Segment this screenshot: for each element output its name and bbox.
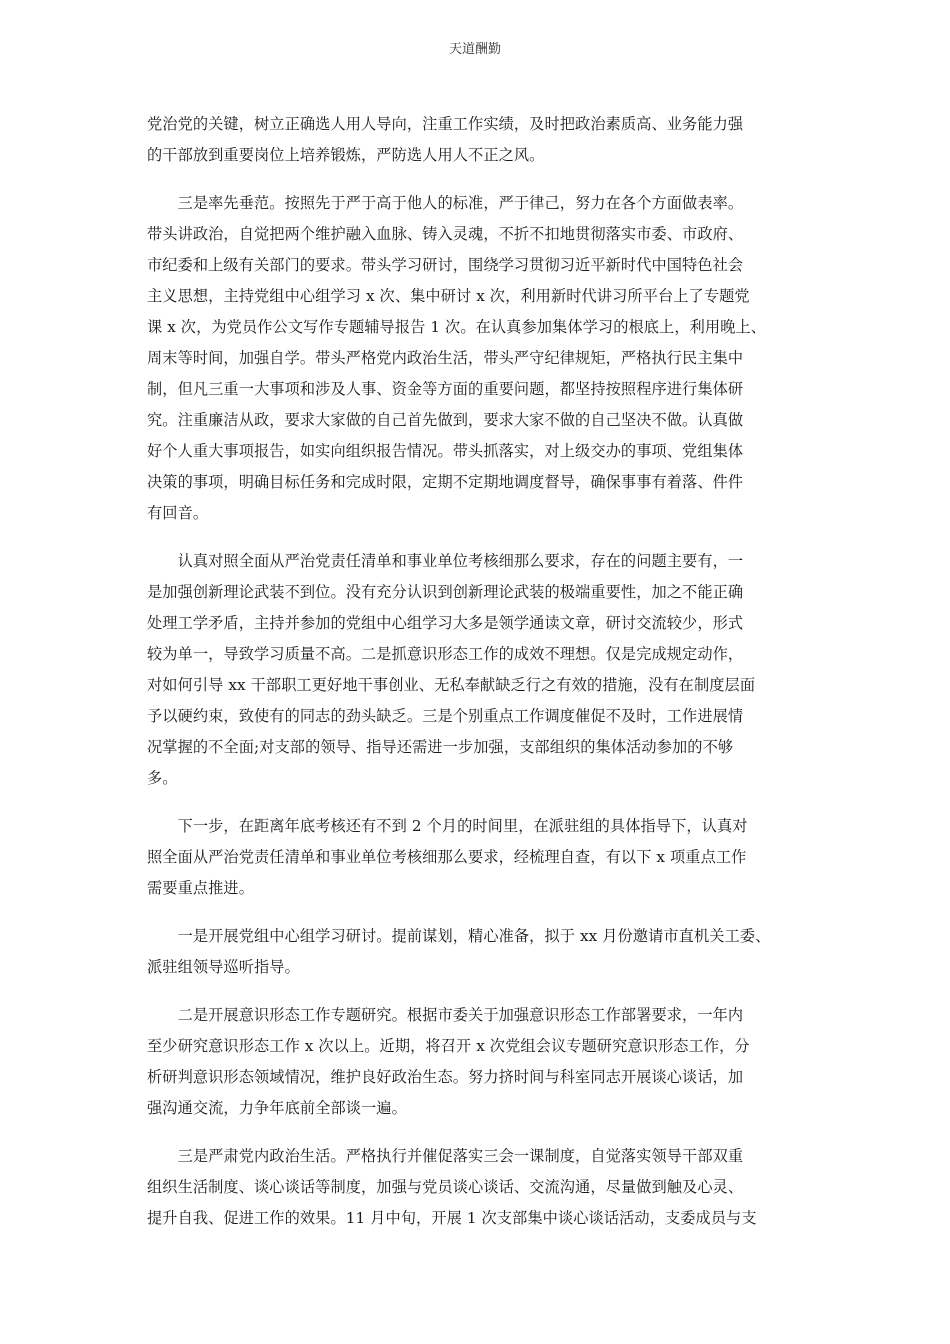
text-line: 主义思想，主持党组中心组学习 x 次、集中研讨 x 次，利用新时代讲习所平台上了专题党 bbox=[147, 287, 750, 305]
text-line: 对如何引导 xx 干部职工更好地干事创业、无私奉献缺乏行之有效的措施，没有在制度层面 bbox=[147, 676, 756, 694]
text-line: 究。注重廉洁从政，要求大家做的自己首先做到，要求大家不做的自己坚决不做。认真做 bbox=[147, 411, 744, 429]
text-line: 组织生活制度、谈心谈话等制度，加强与党员谈心谈话、交流沟通，尽量做到触及心灵、 bbox=[147, 1178, 744, 1196]
text-line: 予以硬约束，致使有的同志的劲头缺乏。三是个别重点工作调度催促不及时，工作进展情 bbox=[147, 707, 744, 725]
text-line: 带头讲政治，自觉把两个维护融入血脉、铸入灵魂，不折不扣地贯彻落实市委、市政府、 bbox=[147, 225, 744, 243]
paragraph-5 bbox=[147, 921, 815, 983]
text-line: 党治党的关键，树立正确选人用人导向，注重工作实绩，及时把政治素质高、业务能力强 bbox=[147, 115, 744, 133]
text-line: 多。 bbox=[147, 769, 178, 787]
text-line: 析研判意识形态领域情况，维护良好政治生态。努力挤时间与科室同志开展谈心谈话，加 bbox=[147, 1068, 744, 1086]
text-line: 决策的事项，明确目标任务和完成时限，定期不定期地调度督导，确保事事有着落、件件 bbox=[147, 473, 744, 491]
text-line: 的干部放到重要岗位上培养锻炼，严防选人用人不正之风。 bbox=[147, 146, 545, 164]
paragraph-7 bbox=[147, 1141, 815, 1234]
paragraph-3 bbox=[147, 546, 815, 794]
paragraph-1 bbox=[147, 109, 815, 171]
text-line: 三是率先垂范。按照先于严于高于他人的标准，严于律己，努力在各个方面做表率。 bbox=[147, 194, 744, 212]
paragraph-6 bbox=[147, 1000, 815, 1124]
text-line: 需要重点推进。 bbox=[147, 879, 255, 897]
text-line: 一是开展党组中心组学习研讨。提前谋划，精心准备，拟于 xx 月份邀请市直机关工委、 bbox=[147, 927, 771, 945]
text-line: 有回音。 bbox=[147, 504, 209, 522]
page-header: 天道酬勤 bbox=[448, 42, 501, 57]
text-line: 至少研究意识形态工作 x 次以上。近期，将召开 x 次党组会议专题研究意识形态工作，分 bbox=[147, 1037, 750, 1055]
text-line: 是加强创新理论武装不到位。没有充分认识到创新理论武装的极端重要性，加之不能正确 bbox=[147, 583, 744, 601]
text-line: 较为单一，导致学习质量不高。二是抓意识形态工作的成效不理想。仅是完成规定动作， bbox=[147, 645, 744, 663]
text-line: 派驻组领导巡听指导。 bbox=[147, 958, 300, 976]
text-line: 强沟通交流，力争年底前全部谈一遍。 bbox=[147, 1099, 407, 1117]
paragraph-2 bbox=[147, 188, 815, 529]
text-line: 周末等时间，加强自学。带头严格党内政治生活，带头严守纪律规矩，严格执行民主集中 bbox=[147, 349, 744, 367]
paragraph-4 bbox=[147, 811, 815, 904]
text-line: 制，但凡三重一大事项和涉及人事、资金等方面的重要问题，都坚持按照程序进行集体研 bbox=[147, 380, 744, 398]
text-line: 课 x 次，为党员作公文写作专题辅导报告 1 次。在认真参加集体学习的根底上，利用晚上、 bbox=[147, 318, 767, 336]
text-line: 认真对照全面从严治党责任清单和事业单位考核细那么要求，存在的问题主要有，一 bbox=[147, 552, 744, 570]
text-line: 处理工学矛盾，主持并参加的党组中心组学习大多是领学通读文章，研讨交流较少，形式 bbox=[147, 614, 744, 632]
text-line: 三是严肃党内政治生活。严格执行并催促落实三会一课制度，自觉落实领导干部双重 bbox=[147, 1147, 744, 1165]
text-line: 下一步，在距离年底考核还有不到 2 个月的时间里，在派驻组的具体指导下，认真对 bbox=[147, 817, 748, 835]
document-body bbox=[147, 109, 815, 1234]
text-line: 照全面从严治党责任清单和事业单位考核细那么要求，经梳理自查，有以下 x 项重点工作 bbox=[147, 848, 747, 866]
text-line: 二是开展意识形态工作专题研究。根据市委关于加强意识形态工作部署要求，一年内 bbox=[147, 1006, 744, 1024]
text-line: 市纪委和上级有关部门的要求。带头学习研讨，围绕学习贯彻习近平新时代中国特色社会 bbox=[147, 256, 744, 274]
text-line: 好个人重大事项报告，如实向组织报告情况。带头抓落实，对上级交办的事项、党组集体 bbox=[147, 442, 744, 460]
text-line: 提升自我、促进工作的效果。11 月中旬，开展 1 次支部集中谈心谈话活动，支委成员与支 bbox=[147, 1209, 757, 1227]
text-line: 况掌握的不全面;对支部的领导、指导还需进一步加强，支部组织的集体活动参加的不够 bbox=[147, 738, 734, 756]
